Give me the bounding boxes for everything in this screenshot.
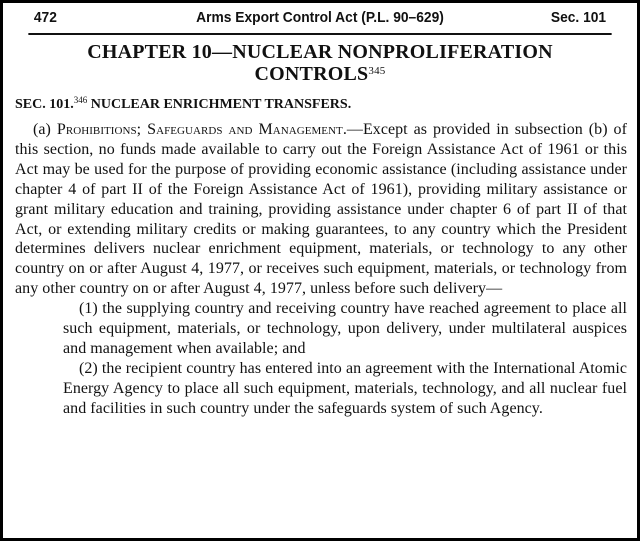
paragraph-a-designator: (a) — [33, 121, 51, 138]
chapter-title-line2 — [3, 63, 637, 85]
section-heading — [15, 96, 351, 114]
paragraph-a-text: —Except as provided in subsection (b) of this section, no funds made available to carry out the Foreign Assistance Act of 1961 or this Act may be used for the purpose of providing economic assistance (including assistance under chapter 4 of part II of the Foreign Assistance Act of 1961), providing military assistance or grant military education and training, providing assistance under chapter 6 of part II of that Act, or extending military credits or making guarantees, to any country which the President determines delivers nuclear enrichment equipment, materials, or technology to any other country on or after August 4, 1977, or receives such equipment, materials, or technology from any other country on or after August 4, 1977, unless before such delivery— — [15, 121, 627, 298]
chapter-title-line2-text: CONTROLS — [254, 63, 369, 85]
section-footnote-ref: 346 — [73, 95, 88, 105]
page-number: 472 — [33, 9, 57, 26]
running-title: Arms Export Control Act (P.L. 90–629) — [196, 9, 444, 26]
clause-2: (2) the recipient country has entered into an agreement with the International Atomic Energy Agency to place all such equipment, materials, technology, and all nuclear fuel and facilities in such country under the safeguards system of such Agency. — [63, 359, 627, 417]
section-reference: Sec. 101 — [550, 9, 607, 26]
section-title: NUCLEAR ENRICHMENT TRANSFERS. — [90, 97, 352, 112]
clause-1: (1) the supplying country and receiving country have reached agreement to place all such equipment, materials, or technology, upon delivery, under multilateral auspices and management when available; and — [63, 300, 627, 357]
document-page — [3, 3, 637, 538]
paragraph-a — [15, 120, 627, 299]
section-label: SEC. 101. — [15, 97, 74, 112]
chapter-title-line1: CHAPTER 10—NUCLEAR NONPROLIFERATION — [87, 41, 553, 63]
running-header — [28, 3, 611, 35]
chapter-footnote-ref: 345 — [368, 65, 386, 77]
section-body — [15, 120, 627, 419]
chapter-heading — [3, 41, 637, 85]
paragraph-a-heading: Prohibitions; Safeguards and Management. — [56, 121, 347, 138]
